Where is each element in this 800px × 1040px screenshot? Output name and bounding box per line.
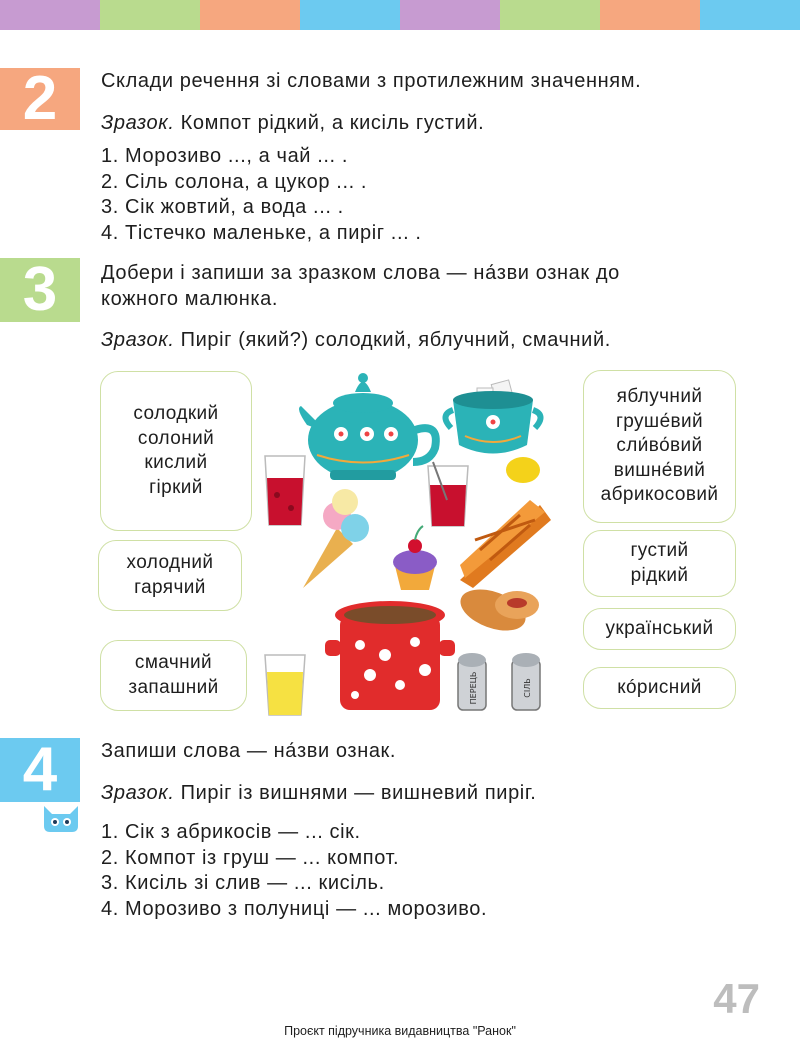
list-item: 3. Кисіль зі слив — ... кисіль. [101, 872, 385, 894]
word: рідкий [630, 564, 689, 586]
list-item: 2. Компот із груш — ... компот. [101, 846, 400, 869]
ice-cream-cone-icon [303, 489, 369, 588]
word: сли́во́вий [616, 435, 703, 457]
sample-text: Компот рідкий, а кисіль густий. [174, 112, 485, 134]
sample-label: Зразок. [101, 329, 175, 351]
pepper-shaker-icon [458, 653, 486, 710]
stripe-segment [0, 0, 100, 30]
teapot-icon [299, 373, 436, 480]
salt-shaker-icon [512, 653, 540, 710]
cat-icon [42, 804, 80, 834]
stripe-segment [100, 0, 200, 30]
task-2-list [101, 144, 422, 246]
word-box-fruit [583, 370, 736, 523]
task-2-sample [101, 110, 484, 136]
stripe-segment [200, 0, 300, 30]
sample-text: Пиріг із вишнями — вишневий пиріг. [174, 782, 537, 804]
salt-label: СІЛЬ [523, 678, 532, 698]
word: гіркий [149, 476, 203, 498]
pepper-label: ПЕРЕЦЬ [469, 671, 478, 705]
sample-text: Пиріг (який?) солодкий, яблучний, смачний. [174, 329, 611, 351]
task-3-sample [101, 327, 611, 353]
task-2-instruction: Склади речення зі словами з протилежним значенням. [101, 70, 642, 92]
word: український [605, 617, 714, 639]
top-color-stripe [0, 0, 800, 30]
task-4-badge: 4 [0, 738, 80, 802]
footer-note: Проєкт підручника видавництва "Ранок" [284, 1024, 516, 1038]
stripe-segment [500, 0, 600, 30]
word-box-temperature [98, 540, 242, 611]
list-item: 3. Сік жовтий, а вода ... . [101, 196, 344, 218]
word-box-consistency [583, 530, 736, 597]
food-illustration [255, 370, 575, 720]
word: густий [630, 540, 689, 561]
red-drink-glass-icon [265, 456, 305, 525]
word: яблучний [616, 386, 703, 408]
lemon-icon [506, 457, 540, 483]
stripe-segment [400, 0, 500, 30]
word: солоний [137, 427, 215, 449]
instruction-line: кожного малюнка. [101, 288, 279, 310]
word: холодний [126, 552, 214, 573]
task-2-badge: 2 [0, 68, 80, 130]
word: смачний [134, 652, 213, 673]
sugar-bowl-icon [445, 380, 540, 454]
task-3-instruction [101, 260, 620, 312]
task-3-badge: 3 [0, 258, 80, 322]
pies-icon [455, 581, 539, 638]
word-box-ukrainian [583, 608, 736, 650]
list-item: 2. Сіль солона, а цукор ... . [101, 170, 368, 193]
red-drink-glass-icon [428, 462, 468, 526]
word: гарячий [134, 576, 206, 598]
stripe-segment [300, 0, 400, 30]
juice-glass-icon [265, 655, 305, 715]
word: кóрисний [617, 676, 702, 698]
instruction-line: Добери і запиши за зразком слова — на́зви ознак до [101, 262, 620, 284]
list-item: 1. Сік з абрикосів — ... сік. [101, 821, 361, 843]
pie-slice-icon [460, 500, 551, 588]
sample-label: Зразок. [101, 112, 175, 134]
word: запашний [128, 676, 219, 698]
word-box-flavor [100, 640, 247, 711]
stripe-segment [600, 0, 700, 30]
cupcake-icon [393, 526, 437, 590]
stripe-segment [700, 0, 800, 30]
word: кислий [144, 452, 208, 473]
word-box-useful [583, 667, 736, 709]
pot-icon [325, 601, 455, 710]
list-item: 4. Тістечко маленьке, а пиріг ... . [101, 221, 422, 244]
task-4-instruction: Запиши слова — на́зви ознак. [101, 740, 397, 762]
sample-label: Зразок. [101, 782, 175, 804]
list-item: 1. Морозиво ..., а чай ... . [101, 145, 349, 167]
word: солодкий [133, 403, 219, 424]
word: вишне́вий [613, 459, 706, 481]
task-4-list [101, 820, 487, 922]
word-box-taste [100, 371, 252, 531]
task-4-sample [101, 780, 536, 806]
word: абрикосовий [600, 484, 719, 506]
list-item: 4. Морозиво з полуниці — ... морозиво. [101, 897, 488, 920]
word: груше́вий [615, 410, 704, 432]
page-number: 47 [713, 975, 760, 1022]
